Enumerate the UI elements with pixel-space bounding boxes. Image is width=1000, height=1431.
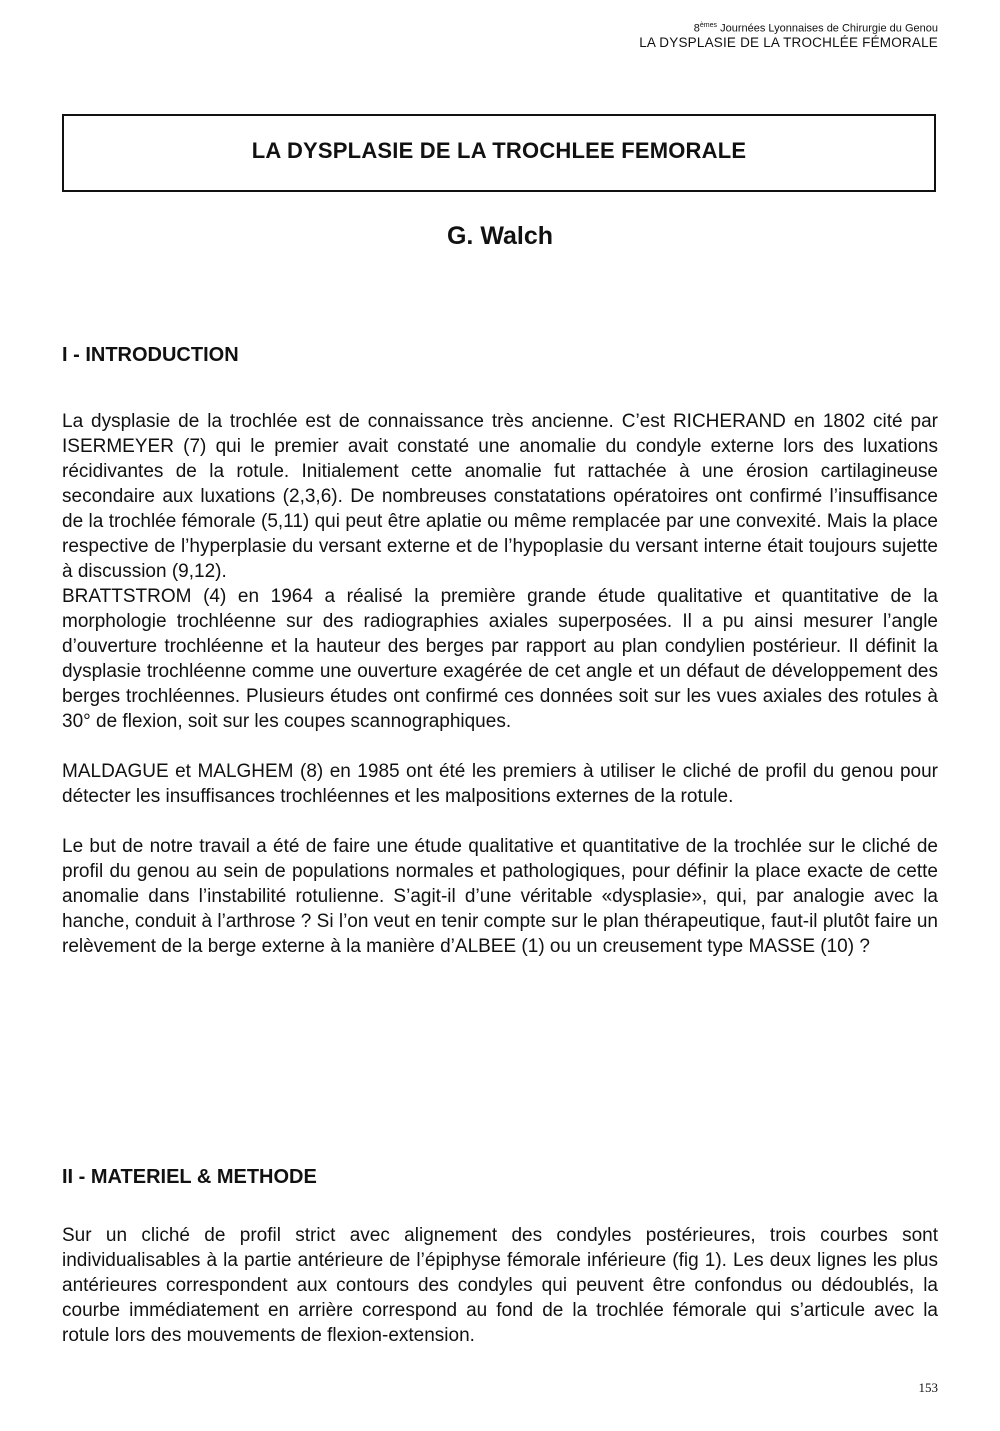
- running-head-ordinal-suffix: èmes: [699, 22, 718, 29]
- section-materiel-methode: [62, 1166, 938, 1348]
- title-box: [62, 114, 936, 192]
- running-head: [639, 22, 938, 51]
- section-heading-materiel-methode: II - MATERIEL & METHODE: [62, 1166, 317, 1188]
- paper-title: LA DYSPLASIE DE LA TROCHLEE FEMORALE: [251, 138, 747, 163]
- paragraph-intro-3: MALDAGUE et MALGHEM (8) en 1985 ont été les premiers à utiliser le cliché de profil du genou pour détecter les insuffisances trochléennes et les malpositions externes de la rotule.: [62, 761, 938, 807]
- paragraph-intro-4: Le but de notre travail a été de faire une étude qualitative et quantitative de la trochlée sur le cliché de profil du genou au sein de populations normales et pathologiques, pour définir la place exacte de cette anomalie dans l’instabilité rotulienne. S’agit-il d’une véritable «dysplasie», qui, par analogie avec la hanche, conduit à l’arthrose ? Si l’on veut en tenir compte sur le plan thérapeutique, faut-il plutôt faire un relèvement de la berge externe à la manière d’ALBEE (1) ou un creusement type MASSE (10) ?: [62, 836, 938, 957]
- running-head-subtitle: LA DYSPLASIE DE LA TROCHLÉE FÉMORALE: [639, 35, 938, 51]
- paragraph-methode-1: Sur un cliché de profil strict avec alignement des condyles postérieures, trois courbes sont individualisables à la partie antérieure de l’épiphyse fémorale inférieure (fig 1). Les deux lignes les plus antérieures correspondent aux contours des condyles qui peuvent être confondus ou dédoublés, la courbe immédiatement en arrière correspond au fond de la trochlée fémorale qui s’articule avec la rotule lors des mouvements de flexion-extension.: [62, 1225, 938, 1346]
- section-introduction: [62, 344, 938, 959]
- paragraph-intro-2: BRATTSTROM (4) en 1964 a réalisé la première grande étude qualitative et quantitative de la morphologie trochléenne sur des radiographies axiales superposées. Il a pu ainsi mesurer l’angle d’ouverture trochléenne et la hauteur des berges par rapport au plan condylien postérieur. Il définit la dysplasie trochléenne comme une ouverture exagérée de cet angle et un défaut de développement des berges trochléennes. Plusieurs études ont confirmé ces données soit sur les vues axiales des rotules à 30° de flexion, soit sur les coupes scannographiques.: [62, 586, 938, 732]
- author: G. Walch: [446, 222, 554, 250]
- paragraph-intro-1: La dysplasie de la trochlée est de connaissance très ancienne. C’est RICHERAND en 1802 cité par ISERMEYER (7) qui le premier avait constaté une anomalie du condyle externe lors des luxations récidivantes de la rotule. Initialement cette anomalie fut rattachée à une érosion cartilagineuse secondaire aux luxations (2,3,6). De nombreuses constatations opératoires ont confirmé l’insuffisance de la trochlée fémorale (5,11) qui peut être aplatie ou même remplacée par une convexité. Mais la place respective de l’hyperplasie du versant externe et de l’hypoplasie du versant interne était toujours sujette à discussion (9,12).: [62, 411, 938, 582]
- running-head-journal: [639, 22, 938, 35]
- running-head-ordinal: 8: [693, 22, 700, 35]
- page-number: 153: [918, 1380, 938, 1395]
- running-head-journal-name: Journées Lyonnaises de Chirurgie du Genou: [717, 22, 938, 35]
- section-heading-introduction: I - INTRODUCTION: [62, 344, 239, 366]
